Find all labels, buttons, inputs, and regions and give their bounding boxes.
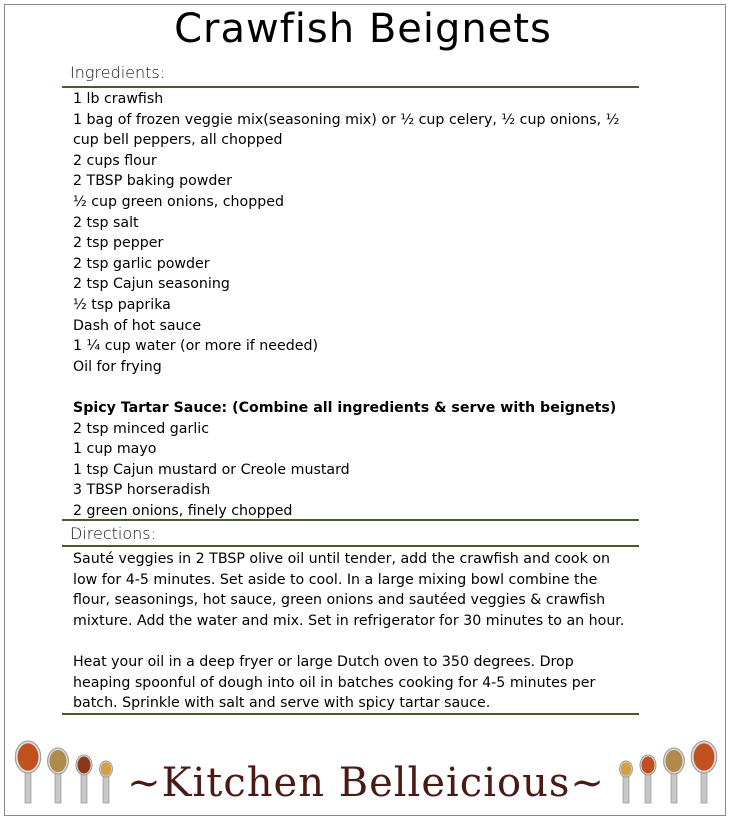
ingredient-item: 2 tsp salt — [73, 214, 139, 231]
ingredient-item: 1 ¼ cup water (or more if needed) — [73, 338, 319, 355]
directions-text — [73, 549, 633, 714]
ingredient-item: ½ cup green onions, chopped — [73, 193, 284, 210]
recipe-title: Crawfish Beignets — [174, 6, 552, 52]
sauce-ingredient-item: 2 tsp minced garlic — [73, 420, 210, 437]
ingredient-item: 2 cups flour — [73, 152, 157, 169]
sauce-ingredient-item: 1 tsp Cajun mustard or Creole mustard — [73, 461, 350, 478]
ingredients-heading: Ingredients: — [70, 63, 166, 82]
directions-top-rule — [62, 519, 639, 521]
ingredient-item: 1 bag of frozen veggie mix(seasoning mix) or ½ cup celery, ½ cup onions, ½ cup bell peppers, all chopped — [73, 111, 620, 149]
directions-rule — [62, 545, 639, 547]
sauce-ingredient-item: 3 TBSP horseradish — [73, 482, 211, 499]
ingredients-rule — [62, 86, 639, 88]
ingredient-item: Oil for frying — [73, 358, 162, 375]
sauce-ingredient-item: 1 cup mayo — [73, 441, 157, 458]
spacer — [73, 631, 633, 652]
sauce-ingredient-item: 2 green onions, finely chopped — [73, 502, 293, 519]
ingredient-item: 2 TBSP baking powder — [73, 173, 232, 190]
ingredient-item: ½ tsp paprika — [73, 296, 171, 313]
ingredient-item: 2 tsp garlic powder — [73, 255, 210, 272]
spacer — [73, 377, 633, 398]
ingredients-list — [73, 89, 633, 521]
directions-bottom-rule — [62, 713, 639, 715]
ingredient-item: 2 tsp pepper — [73, 235, 164, 252]
ingredient-item: 2 tsp Cajun seasoning — [73, 276, 230, 293]
footer-brand: ~Kitchen Belleicious~ — [127, 760, 605, 806]
direction-paragraph: Sauté veggies in 2 TBSP olive oil until tender, add the crawfish and cook on low for 4-5 minutes. Set aside to cool. In a large mixing bowl combine the flour, seasonings, hot sauce, green onions and sautéed veggies & crawfish mixture. Add the water and mix. Set in refrigerator for 30 minutes to an hour. — [73, 551, 625, 629]
ingredient-item: Dash of hot sauce — [73, 317, 202, 334]
direction-paragraph: Heat your oil in a deep fryer or large Dutch oven to 350 degrees. Drop heaping spoonful of dough into oil in batches cooking for 4-5 minutes per batch. Sprinkle with salt and serve with spicy tartar sauce. — [73, 653, 596, 712]
ingredient-item: 1 lb crawfish — [73, 91, 164, 107]
sauce-heading: Spicy Tartar Sauce: (Combine all ingredients & serve with beignets) — [73, 399, 617, 416]
directions-heading: Directions: — [70, 524, 157, 543]
